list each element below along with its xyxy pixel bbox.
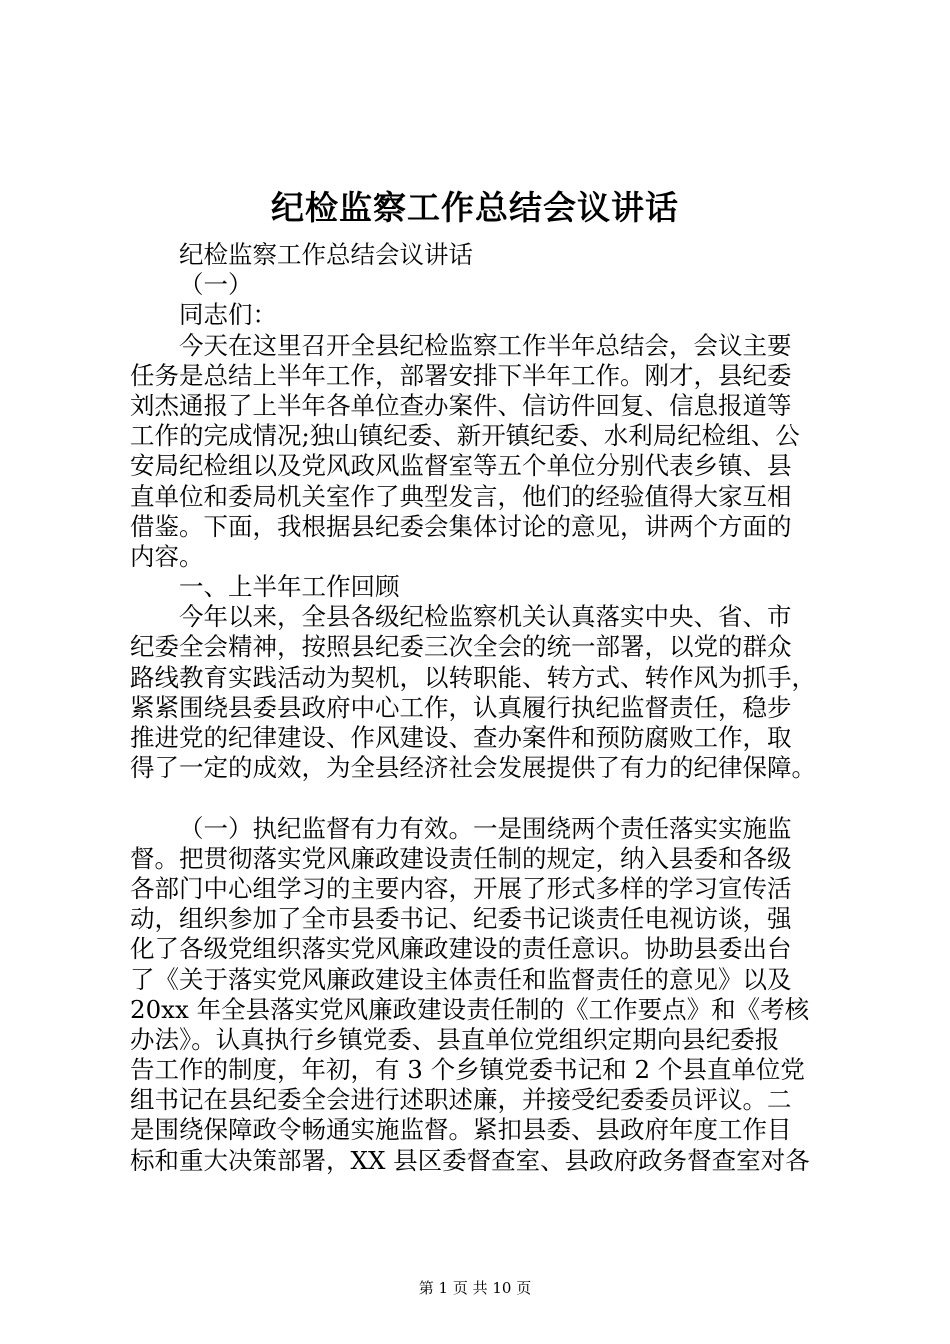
- text-line: 安局纪检组以及党风政风监督室等五个单位分别代表乡镇、县: [130, 451, 792, 481]
- text-line: 了《关于落实党风廉政建设主体责任和监督责任的意见》以及: [130, 964, 792, 994]
- text-line: 动，组织参加了全市县委书记、纪委书记谈责任电视访谈，强: [130, 904, 792, 934]
- text-line: 紧紧围绕县委县政府中心工作，认真履行执纪监督责任，稳步: [130, 692, 792, 722]
- text-line: 今年以来，全县各级纪检监察机关认真落实中央、省、市: [179, 602, 792, 632]
- text-line: 内容。: [130, 541, 204, 571]
- text-line: 借鉴。下面，我根据县纪委会集体讨论的意见，讲两个方面的: [130, 511, 792, 541]
- text-line: 纪检监察工作总结会议讲话: [179, 240, 473, 269]
- document-body: [130, 240, 830, 1176]
- text-line: 路线教育实践活动为契机，以转职能、转方式、转作风为抓手，: [130, 662, 816, 692]
- text-line: 督。把贯彻落实党风廉政建设责任制的规定，纳入县委和各级: [130, 843, 792, 873]
- text-line: 化了各级党组织落实党风廉政建设的责任意识。协助县委出台: [130, 934, 792, 964]
- text-line: 工作的完成情况;独山镇纪委、新开镇纪委、水利局纪检组、公: [130, 421, 800, 451]
- text-line: 纪委全会精神，按照县纪委三次全会的统一部署，以党的群众: [130, 632, 792, 662]
- text-line: 同志们：: [179, 300, 277, 330]
- text-line: 一、上半年工作回顾: [179, 572, 400, 602]
- text-line: 各部门中心组学习的主要内容，开展了形式多样的学习宣传活: [130, 873, 792, 903]
- page-footer: 第 1 页 共 10 页: [418, 1279, 532, 1297]
- text-line: （一）执纪监督有力有效。一是围绕两个责任落实实施监: [179, 813, 792, 843]
- text-line: 直单位和委局机关室作了典型发言，他们的经验值得大家互相: [130, 481, 792, 511]
- text-line: 得了一定的成效，为全县经济社会发展提供了有力的纪律保障。: [130, 753, 816, 783]
- text-line: 刘杰通报了上半年各单位查办案件、信访件回复、信息报道等: [130, 390, 792, 420]
- blank-line: [130, 783, 830, 813]
- text-line: （一）: [179, 270, 253, 300]
- text-line: 推进党的纪律建设、作风建设、查办案件和预防腐败工作，取: [130, 723, 792, 752]
- text-line: 办法》。认真执行乡镇党委、县直单位党组织定期向县纪委报: [130, 1024, 780, 1054]
- text-line: 告工作的制度，年初，有 3 个乡镇党委书记和 2 个县直单位党: [130, 1055, 805, 1085]
- text-line: 标和重大决策部署，XX 县区委督查室、县政府政务督查室对各: [130, 1145, 810, 1175]
- text-line: 今天在这里召开全县纪检监察工作半年总结会，会议主要: [179, 330, 792, 360]
- text-line: 任务是总结上半年工作，部署安排下半年工作。刚才，县纪委: [130, 360, 792, 390]
- text-line: 20xx 年全县落实党风廉政建设责任制的《工作要点》和《考核: [130, 994, 810, 1024]
- text-line: 是围绕保障政令畅通实施监督。紧扣县委、县政府年度工作目: [130, 1115, 792, 1145]
- text-line: 组书记在县纪委全会进行述职述廉，并接受纪委委员评议。二: [130, 1085, 792, 1115]
- page-title: 纪检监察工作总结会议讲话: [271, 188, 679, 227]
